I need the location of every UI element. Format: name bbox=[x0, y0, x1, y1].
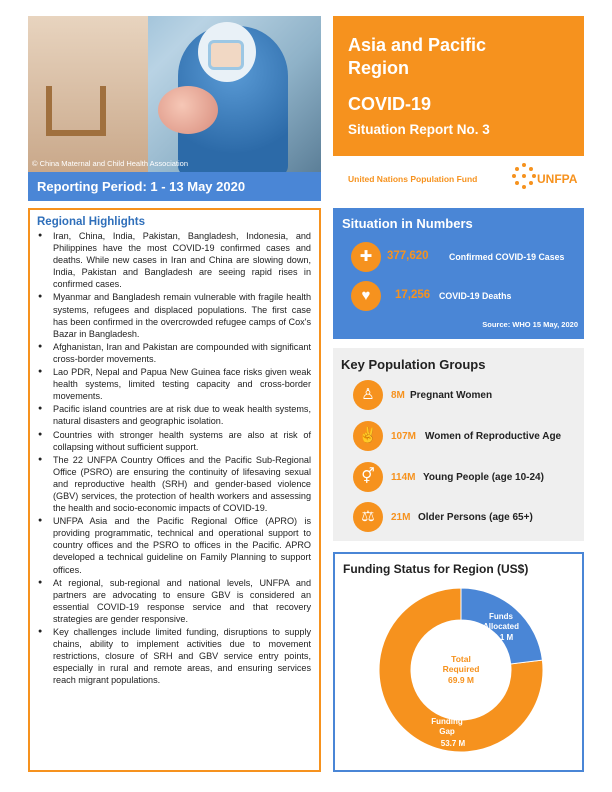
pregnant-woman-icon: ♙ bbox=[353, 380, 383, 410]
highlight-item: ● Pacific island countries are at risk due to weak health systems, natural disasters and geographic isolation. bbox=[37, 403, 311, 427]
funding-center-label: Total Required bbox=[442, 654, 480, 674]
highlight-item: ● Myanmar and Bangladesh remain vulnerable with fragile health systems, refugees and displaced populations. The first case has been confirmed in the overcrowded refugee camps of Cox's Bazar in Bangladesh. bbox=[37, 291, 311, 339]
group-label: Women of Reproductive Age bbox=[425, 431, 562, 442]
highlight-item: ● UNFPA Asia and the Pacific Regional Office (APRO) is providing programmatic, technical and operational support to country offices and the PSRO to offices in the Pacific. APRO developed a technical guideline on Family Planning to support offices. bbox=[37, 515, 311, 575]
deaths-value: 17,256 bbox=[395, 289, 431, 301]
deaths-row bbox=[351, 281, 581, 311]
cases-row bbox=[351, 242, 581, 272]
cases-label: Confirmed COVID-19 Cases bbox=[449, 252, 565, 262]
funding-status bbox=[333, 552, 584, 772]
group-label: Young People (age 10-24) bbox=[423, 472, 544, 483]
reporting-period: Reporting Period: 1 - 13 May 2020 bbox=[28, 172, 321, 201]
gender-icon: ⚥ bbox=[353, 462, 383, 492]
group-value: 21M bbox=[391, 512, 411, 523]
groups-title: Key Population Groups bbox=[341, 357, 486, 372]
cases-value: 377,620 bbox=[387, 250, 429, 262]
unfpa-logo-text: UNFPA bbox=[537, 172, 578, 186]
situation-source: Source: WHO 15 May, 2020 bbox=[482, 320, 578, 329]
org-name: United Nations Population Fund bbox=[348, 174, 478, 184]
elderly-person-icon: ⚖ bbox=[353, 502, 383, 532]
group-row bbox=[353, 421, 583, 451]
group-row bbox=[353, 380, 583, 410]
highlight-item: ● The 22 UNFPA Country Offices and the Pacific Sub-Regional Office (PSRO) are ensuring the continuity of lifesaving sexual and reproductive health (SRH) and gender-based violence (GBV) services, the protection of health workers and assessing the health and socio-economic impacts of COVID-19. bbox=[37, 454, 311, 514]
group-row bbox=[353, 502, 583, 532]
funding-title: Funding Status for Region (US$) bbox=[343, 562, 529, 576]
highlight-item: ● Lao PDR, Nepal and Papua New Guinea face risks given weak health systems, limited testing capacity and cross-border movements. bbox=[37, 366, 311, 402]
group-row bbox=[353, 462, 583, 492]
newborn-baby bbox=[158, 86, 218, 134]
hospital-icon: ✚ bbox=[351, 242, 381, 272]
group-value: 114M bbox=[391, 472, 416, 483]
heartbeat-icon: ♥ bbox=[351, 281, 381, 311]
highlights-list bbox=[37, 230, 311, 686]
covid-title: COVID-19 bbox=[348, 94, 432, 114]
photo-credit: © China Maternal and Child Health Association bbox=[32, 159, 189, 168]
group-label: Pregnant Women bbox=[410, 390, 493, 401]
highlight-item: ● Key challenges include limited funding, disruptions to supply chains, ability to implement activities due to movement restrictions, closure of SRH and GBV service entry points, especially in rural and remote areas, and ensuring services reach migrant populations. bbox=[37, 626, 311, 686]
key-population-groups bbox=[333, 348, 584, 541]
highlight-item: ● Countries with stronger health systems are also at risk of collapsing without sufficient support. bbox=[37, 429, 311, 453]
group-value: 8M bbox=[391, 390, 405, 401]
highlight-item: ● At regional, sub-regional and national levels, UNFPA and partners are advocating to ensure GBV is considered an essential COVID-19 response service and that recovery strategies are gender responsive. bbox=[37, 577, 311, 625]
deaths-label: COVID-19 Deaths bbox=[439, 291, 512, 301]
group-value: 107M bbox=[391, 431, 417, 442]
funding-center-value: 69.9 M bbox=[448, 675, 474, 685]
regional-highlights bbox=[28, 208, 321, 772]
highlight-item: ● Afghanistan, Iran and Pakistan are compounded with significant cross-border movements. bbox=[37, 341, 311, 365]
allocated-value: 16.1 M bbox=[488, 633, 514, 642]
situation-in-numbers bbox=[333, 208, 584, 339]
hands-icon: ✌ bbox=[353, 421, 383, 451]
gap-label: Funding Gap bbox=[431, 717, 463, 736]
gap-value: 53.7 M bbox=[440, 739, 466, 748]
header-photo bbox=[28, 16, 321, 172]
situation-title: Situation in Numbers bbox=[342, 216, 473, 231]
group-label: Older Persons (age 65+) bbox=[418, 512, 533, 523]
allocated-label: Funds Allocated bbox=[482, 612, 520, 631]
report-number: Situation Report No. 3 bbox=[348, 122, 490, 137]
title-block bbox=[333, 16, 584, 156]
highlight-item: ● Iran, China, India, Pakistan, Bangladesh, Indonesia, and Philippines have the most COVID-19 confirmed cases and deaths. While new cases in Iran and China are slowing down, India, Pakistan and Bangladesh are seeing rapid rises in confirmed cases. bbox=[37, 230, 311, 290]
highlights-title: Regional Highlights bbox=[37, 216, 145, 228]
unfpa-logo-icon bbox=[512, 163, 536, 189]
region-title: Asia and Pacific Region bbox=[348, 35, 487, 78]
funding-donut-chart bbox=[335, 554, 582, 770]
